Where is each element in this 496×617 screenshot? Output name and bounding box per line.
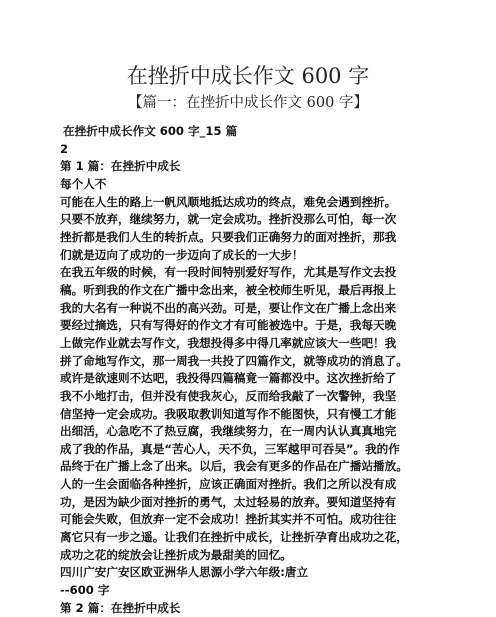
body-line: 四川广安广安区欧亚洲华人思源小学六年级:唐立: [60, 565, 309, 580]
body-line: 我的大名有一种说不出的高兴劲。可是，要让作文在广播上念出来: [60, 300, 397, 315]
body-line: 们就是迈向了成功的一步迈向了成长的一大步！: [60, 247, 304, 262]
body-line: 第 2 篇：在挫折中成长: [60, 600, 181, 615]
document-title: 在挫折中成长作文 600 字: [126, 64, 370, 88]
body-line: 可能在人生的路上一帆风顺地抵达成功的终点，难免会遇到挫折。: [60, 194, 397, 209]
body-line: 功，是因为缺少面对挫折的勇气，太过轻易的放弃。要知道坚持有: [60, 494, 397, 509]
body-line: 要经过摘选，只有写得好的作文才有可能被选中。于是，我每天晚: [60, 318, 397, 333]
body-line: 第 1 篇：在挫折中成长: [60, 159, 181, 174]
body-line: --600 字: [60, 583, 110, 598]
body-line: 信坚持一定会成功。我吸取教训知道写作不能图快，只有慢工才能: [60, 406, 397, 421]
body-line: 稿。听到我的作文在广播中念出来，被全校师生听见，最后再报上: [60, 282, 397, 297]
body-line: 可能会失败，但放弃一定不会成功！挫折其实并不可怕。成功往往: [60, 512, 397, 527]
body-line: 拼了命地写作文，那一周我一共投了四篇作文，就等成功的消息了。: [60, 353, 408, 368]
body-line: 人的一生会面临各种挫折，应该正确面对挫折。我们之所以没有成: [60, 477, 397, 492]
body-line: 成了我的作品，真是“苦心人，天不负，三军越甲可吞吴”。我的作: [60, 441, 400, 456]
document-subtitle: 【篇一：在挫折中成长作文 600 字】: [128, 95, 368, 111]
body-line: 2: [60, 141, 69, 156]
body-line: 我不小地打击，但并没有使我灰心，反而给我敲了一次警钟，我坚: [60, 388, 397, 403]
body-line: 上做完作业就去写作文，我想投得多中得几率就应该大一些吧！我: [60, 335, 397, 350]
body-line: 成功之花的绽放会让挫折成为最甜美的回忆。: [60, 547, 292, 562]
body-line: 挫折都是我们人生的转折点。只要我们正确努力的面对挫折，那我: [60, 229, 397, 244]
body-line: 离它只有一步之遥。让我们在挫折中成长，让挫折孕育出成功之花，: [60, 530, 408, 545]
body-line: 在我五年级的时候，有一段时间特别爱好写作，尤其是写作文去投: [60, 265, 397, 280]
document-body: [60, 123, 480, 617]
body-line: 出细活，心急吃不了热豆腐，我继续努力，在一周内认认真真地完: [60, 424, 397, 439]
body-line: 只要不放弃，继续努力，就一定会成功。挫折没那么可怕，每一次: [60, 212, 397, 227]
body-line: 品终于在广播上念了出来。以后，我会有更多的作品在广播站播放。: [60, 459, 408, 474]
body-line: 在挫折中成长作文 600 字_15 篇: [63, 124, 238, 138]
body-line: 每个人不: [60, 176, 107, 191]
body-line: 或许是欲速则不达吧，我投得四篇稿竟一篇都没中。这次挫折给了: [60, 371, 397, 386]
